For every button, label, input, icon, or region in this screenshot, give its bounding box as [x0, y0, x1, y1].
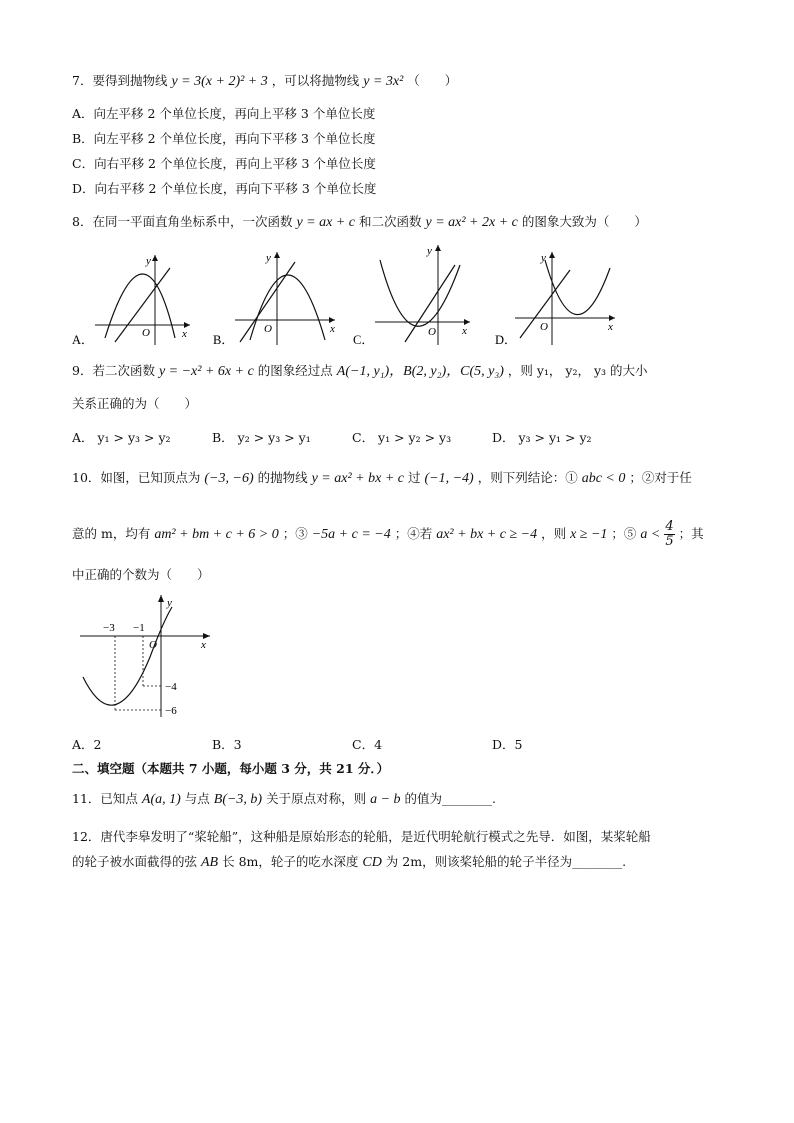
q9-option-b[interactable]: B． y₂ > y₃ > y₁ [212, 430, 311, 445]
q10-stem-line2 [72, 520, 704, 549]
y-axis-label: y [146, 255, 151, 267]
q11-text: 与点 [184, 791, 210, 806]
q11-answer-blank[interactable]: 的值为________. [404, 791, 496, 806]
tick-label-minus1: −1 [133, 622, 145, 634]
y-axis-arrow [158, 595, 164, 602]
q11-point-a: A(a, 1) [141, 792, 181, 807]
x-axis-label: x [201, 639, 206, 651]
q10-condition-3: −5a + c = −4 [311, 527, 391, 542]
q11-expression: a − b [370, 792, 401, 807]
q12-stem-line1: 12．唐代李皋发明了“桨轮船”，这种船是原始形态的轮船，是近代明轮航行模式之先导．如图，某桨轮船 [72, 829, 651, 844]
q10-point: (−1, −4) [424, 471, 474, 486]
y-axis-label: y [266, 252, 271, 264]
q7-suffix: （ ） [407, 73, 458, 88]
q9-middle: 的图象经过点 [257, 363, 333, 378]
y-axis-label: y [541, 252, 546, 264]
q11-stem [72, 790, 496, 809]
origin-label: O [428, 326, 436, 338]
q7-option-b[interactable]: B．向左平移 2 个单位长度，再向下平移 3 个单位长度 [72, 131, 376, 146]
q8-graph-b[interactable] [235, 252, 335, 345]
q10-condition-4: ax² + bx + c ≥ −4 [436, 527, 538, 542]
y-axis-label: y [427, 245, 432, 257]
q11-point-b: B(−3, b) [213, 792, 263, 807]
q10-graph [75, 592, 225, 722]
q9-option-c[interactable]: C． y₁ > y₂ > y₃ [352, 430, 452, 445]
q7-formula: y = 3(x + 2)² + 3 [171, 74, 268, 89]
q8-prefix: 8．在同一平面直角坐标系中，一次函数 [72, 214, 293, 229]
q9-prefix: 9．若二次函数 [72, 363, 155, 378]
q7-middle: ，可以将抛物线 [271, 73, 360, 88]
tick-label-minus3: −3 [103, 622, 115, 634]
q10-condition-4b: x ≥ −1 [570, 527, 608, 542]
q11-text: 11．已知点 [72, 791, 138, 806]
q8-label-c[interactable]: C． [353, 333, 374, 347]
q7-option-c[interactable]: C．向右平移 2 个单位长度，再向上平移 3 个单位长度 [72, 156, 376, 171]
q7-option-a[interactable]: A．向左平移 2 个单位长度，再向上平移 3 个单位长度 [72, 106, 376, 121]
q9-stem [72, 362, 648, 381]
q8-formula2: y = ax² + 2x + c [425, 215, 518, 230]
q8-label-d[interactable]: D． [495, 333, 517, 347]
q8-label-b[interactable]: B． [213, 333, 234, 347]
x-axis-label: x [330, 323, 335, 335]
q10-text: ；④若 [394, 526, 433, 541]
q10-text: ，则下列结论：① [477, 470, 578, 485]
y-axis-arrow [274, 252, 280, 258]
q8-graph-a[interactable] [95, 255, 190, 345]
q7-stem [72, 72, 457, 91]
q10-stem-line3: 中正确的个数为（ ） [72, 567, 210, 582]
q10-option-d[interactable]: D．5 [492, 737, 523, 752]
q12-text: 长 8m，轮子的吃水深度 [222, 854, 359, 869]
parabola [380, 260, 460, 326]
q10-stem-line1 [72, 469, 692, 488]
q10-text: 10．如图，已知顶点为 [72, 470, 201, 485]
x-axis-label: x [182, 328, 187, 340]
q8-label-a[interactable]: A． [72, 333, 94, 347]
parabola [105, 274, 175, 338]
q10-condition-1: abc < 0 [581, 471, 626, 486]
q8-stem [72, 213, 647, 232]
q7-prefix: 7．要得到抛物线 [72, 73, 168, 88]
q9-formula: y = −x² + 6x + c [158, 364, 254, 379]
y-axis-label: y [167, 597, 172, 609]
section-2-heading: 二、填空题（本题共 7 小题，每小题 3 分，共 21 分．） [72, 761, 390, 776]
q10-text: 过 [407, 470, 421, 485]
y-axis-arrow [152, 255, 158, 261]
x-axis-label: x [608, 321, 613, 333]
q9-option-a[interactable]: A． y₁ > y₃ > y₂ [72, 430, 171, 445]
y-axis-arrow [549, 252, 555, 258]
q12-answer-blank[interactable]: 为 2m，则该桨轮船的轮子半径为________. [385, 854, 627, 869]
parabola [250, 275, 325, 340]
q8-graph-d[interactable] [515, 252, 615, 345]
fraction-numerator: 4 [665, 519, 674, 534]
q7-formula2: y = 3x² [363, 74, 404, 89]
q9-suffix: ，则 y₁， y₂， y₃ 的大小 [507, 363, 648, 378]
q10-option-a[interactable]: A．2 [72, 737, 102, 752]
q12-text: 的轮子被水面截得的弦 [72, 854, 198, 869]
origin-label: O [142, 327, 150, 339]
q9-option-d[interactable]: D． y₃ > y₁ > y₂ [492, 430, 592, 445]
origin-label: O [149, 639, 157, 651]
q10-text: ；②对于任 [629, 470, 692, 485]
origin-label: O [540, 321, 548, 333]
parabola [545, 260, 610, 315]
q10-formula: y = ax² + bx + c [311, 471, 404, 486]
tick-label-minus6: −6 [165, 705, 177, 717]
q10-vertex: (−3, −6) [204, 471, 254, 486]
q10-option-b[interactable]: B．3 [212, 737, 242, 752]
q11-text: 关于原点对称，则 [266, 791, 367, 806]
q12-chord-ab: AB [201, 855, 219, 870]
y-axis-arrow [435, 245, 441, 251]
q10-option-c[interactable]: C．4 [352, 737, 383, 752]
q8-suffix: 的图象大致为（ ） [521, 214, 647, 229]
q10-condition-5: a < [640, 527, 661, 542]
q8-graphs [70, 240, 720, 350]
q10-text: 意的 m，均有 [72, 526, 151, 541]
origin-label: O [264, 323, 272, 335]
parabola [83, 607, 172, 705]
q9-points: A(−1, y₁)，B(2, y₂)，C(5, y₃) [336, 364, 504, 379]
q9-stem-line2: 关系正确的为（ ） [72, 396, 198, 411]
q10-condition-2: am² + bm + c + 6 > 0 [154, 527, 279, 542]
q10-text: ，则 [541, 526, 567, 541]
tick-label-minus4: −4 [165, 681, 177, 693]
q12-stem-line2 [72, 853, 626, 872]
x-axis-label: x [462, 325, 467, 337]
fraction-denominator: 5 [665, 534, 674, 549]
q10-text: ；⑤ [611, 526, 637, 541]
q8-formula1: y = ax + c [296, 215, 355, 230]
q8-middle: 和二次函数 [358, 214, 422, 229]
q8-graph-c[interactable] [375, 245, 470, 345]
q12-depth-cd: CD [362, 855, 382, 870]
q10-fraction [664, 520, 674, 549]
q7-option-d[interactable]: D．向右平移 2 个单位长度，再向下平移 3 个单位长度 [72, 181, 377, 196]
q10-text: ；③ [282, 526, 308, 541]
q10-text: ；其 [678, 526, 704, 541]
q10-text: 的抛物线 [257, 470, 308, 485]
